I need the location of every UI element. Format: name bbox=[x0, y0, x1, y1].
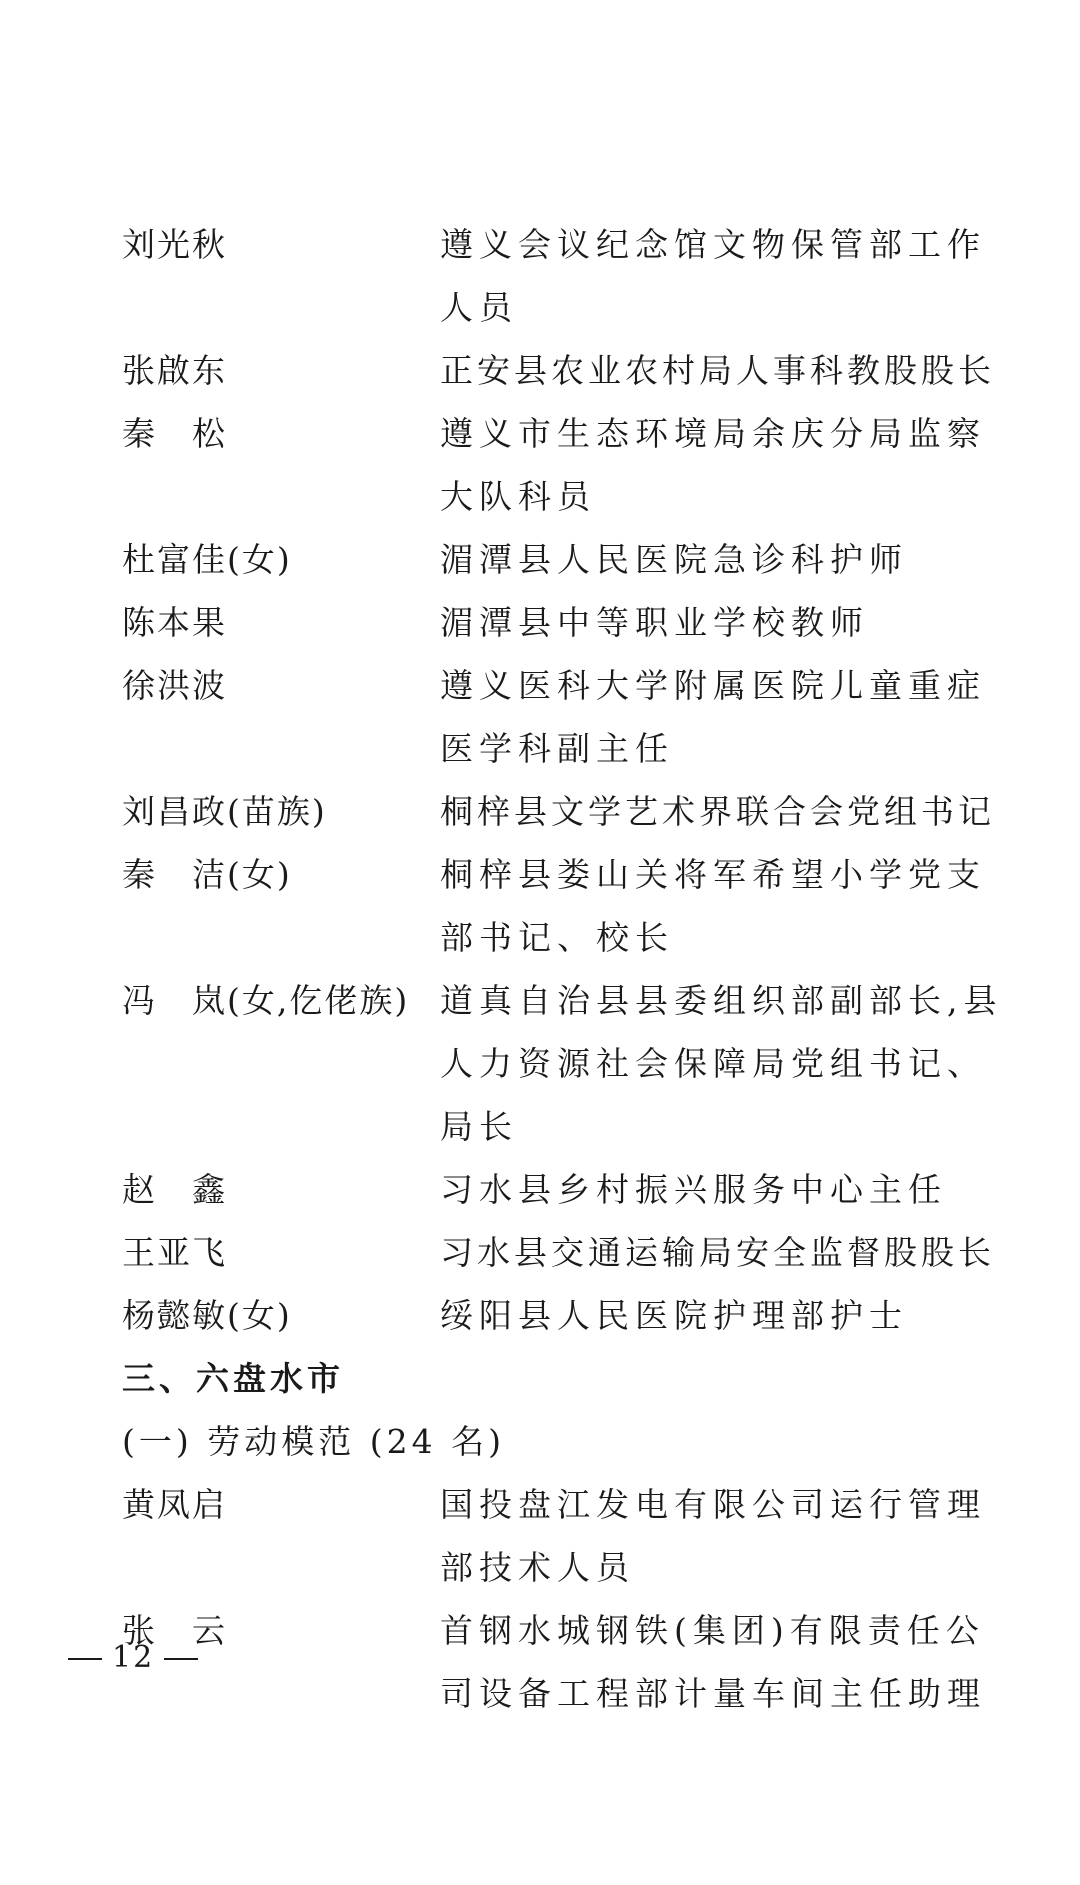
person-duty: 国投盘江发电有限公司运行管理部技术人员 bbox=[440, 1485, 986, 1587]
person-name: 赵 鑫 bbox=[122, 1170, 227, 1209]
person-duty: 绥阳县人民医院护理部护士 bbox=[440, 1296, 908, 1335]
person-duty: 湄潭县中等职业学校教师 bbox=[440, 603, 869, 642]
person-name: 秦 松 bbox=[122, 414, 227, 453]
list-item bbox=[122, 1158, 1022, 1221]
person-duty: 桐梓县文学艺术界联合会党组书记 bbox=[440, 792, 995, 831]
left-dash bbox=[68, 1658, 102, 1660]
person-name: 王亚飞 bbox=[122, 1233, 227, 1272]
subsection-heading: (一) 劳动模范 (24 名) bbox=[122, 1422, 505, 1461]
person-duty: 道真自治县县委组织部副部长,县人力资源社会保障局党组书记、局长 bbox=[440, 981, 1003, 1146]
honoree-list bbox=[122, 213, 1022, 1725]
person-duty: 首钢水城钢铁(集团)有限责任公司设备工程部计量车间主任助理 bbox=[440, 1611, 986, 1713]
person-duty: 遵义会议纪念馆文物保管部工作人员 bbox=[440, 225, 986, 327]
list-item bbox=[122, 528, 1022, 591]
list-item bbox=[122, 402, 1022, 528]
person-duty: 桐梓县娄山关将军希望小学党支部书记、校长 bbox=[440, 855, 986, 957]
person-name: 杨懿敏(女) bbox=[122, 1296, 292, 1335]
person-duty: 遵义市生态环境局余庆分局监察大队科员 bbox=[440, 414, 986, 516]
list-item bbox=[122, 843, 1022, 969]
person-duty: 习水县乡村振兴服务中心主任 bbox=[440, 1170, 947, 1209]
list-item bbox=[122, 780, 1022, 843]
list-item bbox=[122, 1599, 1022, 1725]
person-name: 张 云 bbox=[122, 1611, 227, 1650]
person-name: 杜富佳(女) bbox=[122, 540, 292, 579]
person-name: 陈本果 bbox=[122, 603, 227, 642]
right-dash bbox=[164, 1658, 198, 1660]
list-item bbox=[122, 213, 1022, 339]
list-item bbox=[122, 654, 1022, 780]
person-name: 秦 洁(女) bbox=[122, 855, 292, 894]
list-item bbox=[122, 1473, 1022, 1599]
person-name: 黄凤启 bbox=[122, 1485, 227, 1524]
list-item bbox=[122, 1284, 1022, 1347]
list-item bbox=[122, 339, 1022, 402]
section-heading: 三、六盘水市 bbox=[122, 1359, 344, 1398]
person-name: 刘昌政(苗族) bbox=[122, 792, 327, 831]
person-name: 刘光秋 bbox=[122, 225, 227, 264]
person-name: 徐洪波 bbox=[122, 666, 227, 705]
page-number: 12 bbox=[112, 1640, 155, 1675]
person-duty: 遵义医科大学附属医院儿童重症医学科副主任 bbox=[440, 666, 986, 768]
person-name: 冯 岚(女,仡佬族) bbox=[122, 981, 410, 1020]
person-duty: 习水县交通运输局安全监督股股长 bbox=[440, 1233, 995, 1272]
list-item bbox=[122, 591, 1022, 654]
page-number-footer bbox=[68, 1640, 198, 1675]
person-name: 张啟东 bbox=[122, 351, 227, 390]
person-duty: 正安县农业农村局人事科教股股长 bbox=[440, 351, 995, 390]
list-item bbox=[122, 1221, 1022, 1284]
list-item bbox=[122, 969, 1022, 1158]
person-duty: 湄潭县人民医院急诊科护师 bbox=[440, 540, 908, 579]
